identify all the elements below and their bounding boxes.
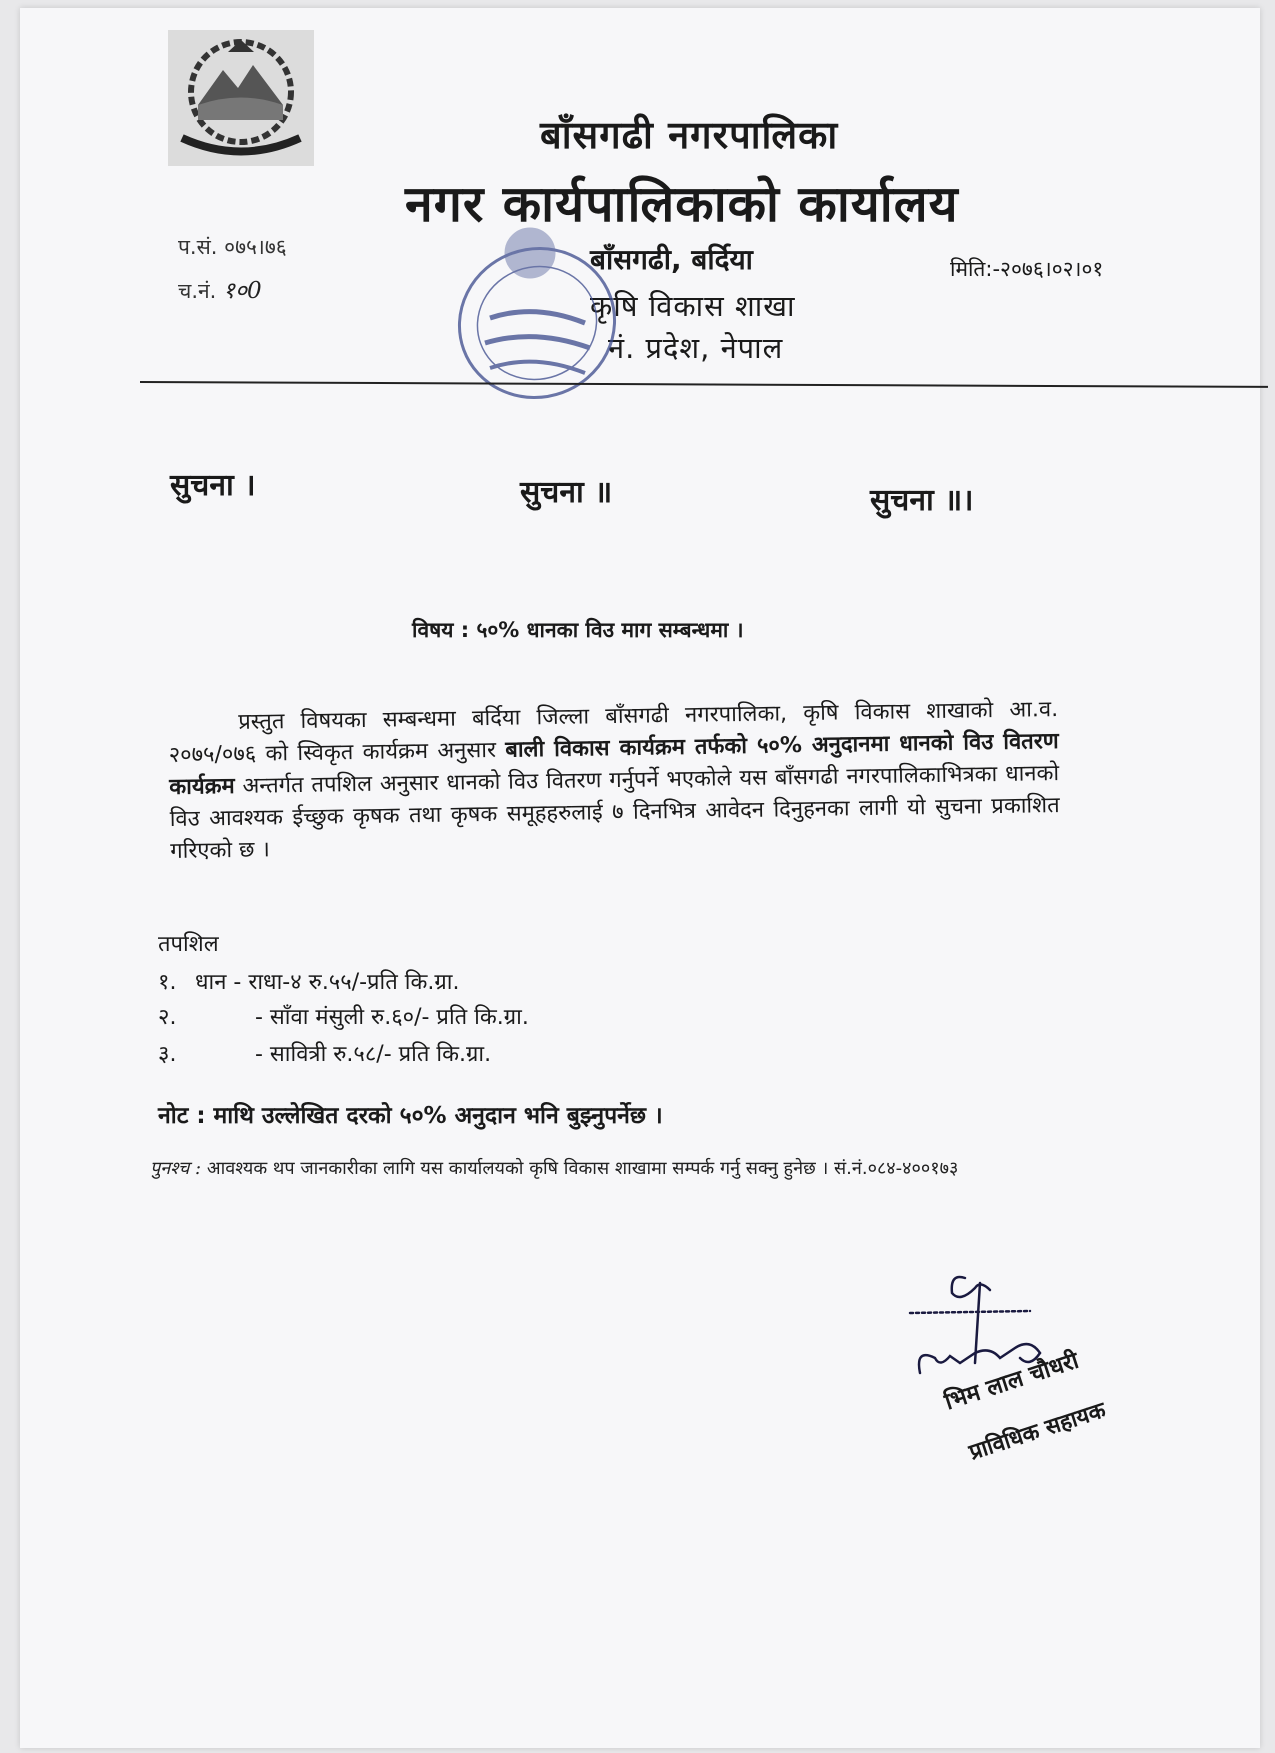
dispatch-number (178, 273, 262, 305)
schedule-item-number: २. (158, 1005, 177, 1030)
office-name: नगर कार्यपालिकाको कार्यालय (405, 175, 959, 233)
notice-heading-3: सुचना ॥। (870, 483, 974, 518)
schedule-item-text: धान - राधा-४ रु.५५/-प्रति कि.ग्रा. (195, 970, 460, 995)
schedule-item (158, 966, 459, 996)
schedule-heading: तपशिल (158, 932, 219, 957)
schedule-item-number: १. (158, 970, 177, 995)
schedule-item (158, 1001, 529, 1031)
dispatch-number-label: च.नं. (178, 279, 217, 303)
schedule-item (158, 1038, 491, 1068)
schedule-item-text: - साँवा मंसुली रु.६०/- प्रति कि.ग्रा. (255, 1005, 529, 1030)
notice-heading-1: सुचना । (170, 468, 256, 503)
subject-line: विषय : ५०% धानका विउ माग सम्बन्धमा । (412, 618, 744, 642)
body-text-part1: प्रस्तुत विषयका सम्बन्धमा बर्दिया जिल्ला बाँसगढी नगरपालिका, कृषि विकास शाखाको आ.व. २०७५/०७६ को स्विकृत कार्यक्रम अनुसार (168, 697, 1059, 768)
postscript-text: आवश्यक थप जानकारीका लागि यस कार्यालयको कृषि विकास शाखामा सम्पर्क गर्नु सक्नु हुनेछ । सं.नं.०८४-४००१७३ (206, 1158, 959, 1179)
schedule-item-number: ३. (158, 1042, 177, 1067)
signer-name: भिम लाल चौधरी (941, 1347, 1082, 1416)
notice-heading-2: सुचना ॥ (520, 475, 613, 510)
nepal-emblem-icon (168, 30, 314, 166)
dispatch-number-value: १०0 (223, 278, 262, 304)
body-paragraph (168, 694, 1060, 868)
header-divider (140, 381, 1268, 388)
note-line: नोट : माथि उल्लेखित दरको ५०% अनुदान भनि बुझ्नुपर्नेछ । (158, 1103, 663, 1129)
letter-page (20, 8, 1260, 1748)
reference-number: प.सं. ०७५।७६ (178, 235, 287, 259)
signer-title: प्राविधिक सहायक (966, 1397, 1109, 1466)
address-line-1: बाँसगढी, बर्दिया (590, 243, 753, 276)
postscript (150, 1156, 1140, 1182)
schedule-item-text: - सावित्री रु.५८/- प्रति कि.ग्रा. (255, 1042, 492, 1067)
address-line-3: नं. प्रदेश, नेपाल (608, 331, 784, 365)
municipality-name: बाँसगढी नगरपालिका (540, 113, 839, 157)
postscript-label: पुनश्च : (150, 1158, 202, 1179)
letter-date: मिति:-२०७६।०२।०१ (950, 257, 1104, 281)
address-line-2: कृषि विकास शाखा (590, 289, 796, 323)
body-text-bold: बाली विकास कार्यक्रम तर्फको ५०% अनुदानमा धानको विउ वितरण कार्यक्रम (169, 729, 1059, 800)
body-text-part2: अन्तर्गत तपशिल अनुसार धानको विउ वितरण गर्नुपर्ने भएकोले यस बाँसगढी नगरपालिकाभित्रका धानको विउ आवश्यक ईच्छुक कृषक तथा कृषक समूहहरुलाई ७ दिनभित्र आवेदन दिनुहनका लागी यो सुचना प्रकाशित गरिएको छ । (169, 761, 1060, 864)
